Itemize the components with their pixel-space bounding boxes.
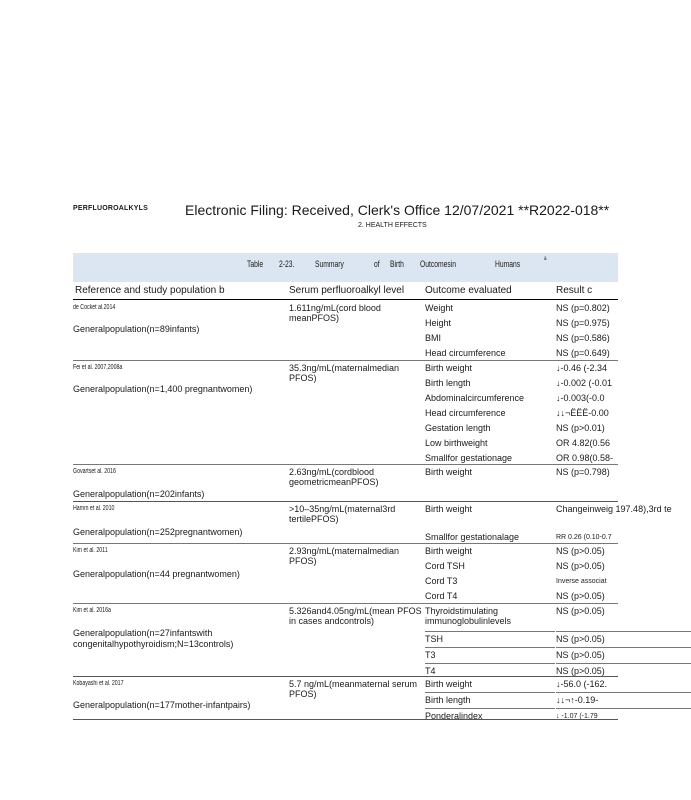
study-population: Generalpopulation(n=89infants) bbox=[73, 324, 200, 334]
table-title bbox=[73, 253, 618, 282]
chapter-label: PERFLUOROALKYLS bbox=[73, 205, 148, 212]
outcome-cell: Birth weight bbox=[425, 504, 473, 514]
serum-level: 5.7 ng/mL(meanmaternal serum PFOS) bbox=[289, 679, 418, 699]
outcome-cell: Smallfor gestationalage bbox=[425, 532, 520, 542]
result-cell: NS (p=0.802) bbox=[556, 303, 610, 313]
study-reference: Kim et al. 2011 bbox=[73, 547, 108, 554]
column-header-result: Result c bbox=[556, 285, 593, 296]
result-cell: Changeinweig 197.48),3rd te bbox=[556, 504, 672, 514]
result-cell: NS (p=0.975) bbox=[556, 318, 610, 328]
outcome-cell: BMI bbox=[425, 333, 442, 343]
outcome-cell: Birth weight bbox=[425, 467, 473, 477]
table-title-word: of bbox=[374, 259, 380, 269]
column-header-outcome: Outcome evaluated bbox=[425, 285, 512, 296]
result-cell: NS (p>0.05) bbox=[556, 546, 605, 556]
outcome-cell: Cord TSH bbox=[425, 561, 465, 571]
table-title-word: Summary bbox=[315, 259, 344, 269]
column-header-reference: Reference and study population b bbox=[75, 285, 225, 296]
outcome-cell: Smallfor gestationage bbox=[425, 453, 513, 463]
outcome-cell: Gestation length bbox=[425, 423, 491, 433]
outcome-cell: TSH bbox=[425, 631, 555, 647]
study-reference: de Cocket al.2014 bbox=[73, 304, 116, 311]
result-cell: NS (p>0.05) bbox=[556, 561, 605, 571]
study-row bbox=[73, 502, 672, 544]
result-cell: NS (p>0.05) bbox=[556, 663, 691, 679]
column-header-serum: Serum perfluoroalkyl level bbox=[289, 285, 405, 296]
serum-level: 2.63ng/mL(cordblood geometricmeanPFOS) bbox=[289, 467, 379, 487]
outcome-cell: Weight bbox=[425, 303, 453, 313]
serum-level: 5.326and4.05ng/mL(mean PFOS in cases andcontrols) bbox=[289, 606, 422, 626]
study-reference: Kim et al. 2016a bbox=[73, 607, 111, 614]
study-population: Generalpopulation(n=27infantswith congenitalhypothyroidism;N=13controls) bbox=[73, 628, 234, 649]
result-cell: ↓-0.003(-0.0 bbox=[556, 393, 605, 403]
study-row bbox=[73, 544, 618, 604]
result-cell: Inverse associat bbox=[556, 578, 607, 585]
result-cell: ↓-0.46 (-2.34 bbox=[556, 363, 608, 373]
outcome-cell: Cord T4 bbox=[425, 591, 458, 601]
study-row bbox=[73, 465, 618, 501]
outcome-cell: T3 bbox=[425, 647, 555, 663]
result-cell: NS (p>0.05) bbox=[556, 631, 691, 647]
study-row bbox=[73, 301, 618, 361]
study-population: Generalpopulation(n=44 pregnantwomen) bbox=[73, 569, 240, 579]
filing-stamp: Electronic Filing: Received, Clerk's Office 12/07/2021 **R2022-018** bbox=[185, 202, 610, 218]
result-cell: OR 4.82(0.56 bbox=[556, 438, 611, 448]
table-title-word: Humans bbox=[495, 259, 521, 269]
study-row bbox=[73, 677, 618, 722]
outcome-cell: Birth weight bbox=[425, 679, 473, 689]
outcome-cell: Head circumference bbox=[425, 408, 506, 418]
outcome-cell: Birth weight bbox=[425, 363, 473, 373]
outcome-cell: Birth length bbox=[425, 692, 555, 708]
table-bottom-rule bbox=[73, 719, 618, 720]
study-reference: Kobayashi et al. 2017 bbox=[73, 680, 124, 687]
study-reference: Fei et al. 2007,2008a bbox=[73, 364, 123, 371]
study-row bbox=[73, 604, 618, 676]
header-rule bbox=[73, 299, 618, 300]
study-population: Generalpopulation(n=177mother-infantpairs) bbox=[73, 700, 251, 710]
outcome-cell: Head circumference bbox=[425, 348, 506, 358]
result-cell: ↓↓¬↑-0.19- bbox=[556, 692, 691, 708]
outcome-cell: Thyroidstimulating immunoglobulinlevels bbox=[425, 606, 512, 626]
result-cell: NS (p=0.649) bbox=[556, 348, 610, 358]
result-cell: NS (p>0.01) bbox=[556, 423, 605, 433]
result-cell: ↓↓¬ЁЁЁ-0.00 bbox=[556, 408, 609, 418]
study-population: Generalpopulation(n=202infants) bbox=[73, 489, 205, 499]
serum-level: 1.611ng/mL(cord blood meanPFOS) bbox=[289, 303, 381, 323]
result-cell: ↓-56.0 (-162. bbox=[556, 679, 608, 689]
outcome-cell: Birth length bbox=[425, 378, 471, 388]
outcome-cell: Height bbox=[425, 318, 452, 328]
serum-level: 35.3ng/mL(maternalmedian PFOS) bbox=[289, 363, 400, 383]
outcome-cell: Low birthweight bbox=[425, 438, 488, 448]
table-title-word: 2-23. bbox=[279, 259, 295, 269]
result-cell: NS (p=0.586) bbox=[556, 333, 610, 343]
outcome-cell: Cord T3 bbox=[425, 576, 458, 586]
study-reference: Govartset al. 2016 bbox=[73, 468, 116, 475]
study-population: Generalpopulation(n=1,400 pregnantwomen) bbox=[73, 384, 253, 394]
table-title-word: Table bbox=[247, 259, 264, 269]
section-label: 2. HEALTH EFFECTS bbox=[358, 222, 427, 229]
serum-level: >10–35ng/mL(maternal3rd tertilePFOS) bbox=[289, 504, 396, 524]
result-cell: OR 0.98(0.58- bbox=[556, 453, 614, 463]
result-cell: RR 0.26 (0.10-0.7 bbox=[556, 534, 612, 541]
table-title-footnote: a bbox=[544, 256, 547, 262]
result-cell: NS (p>0.05) bbox=[556, 647, 691, 663]
result-cell: NS (p=0.798) bbox=[556, 467, 610, 477]
outcome-cell: Abdominalcircumference bbox=[425, 393, 525, 403]
result-cell: NS (p>0.05) bbox=[556, 606, 605, 616]
outcome-cell: T4 bbox=[425, 663, 555, 679]
table-title-word: Outcomesin bbox=[420, 259, 457, 269]
outcome-cell: Ponderalindex bbox=[425, 708, 555, 724]
serum-level: 2.93ng/mL(maternalmedian PFOS) bbox=[289, 546, 400, 566]
study-row bbox=[73, 361, 618, 465]
result-cell: NS (p>0.05) bbox=[556, 591, 605, 601]
study-population: Generalpopulation(n=252pregnantwomen) bbox=[73, 527, 243, 537]
result-cell: ↓-0.002 (-0.01 bbox=[556, 378, 613, 388]
study-reference: Hamm et al. 2010 bbox=[73, 505, 115, 512]
table-title-word: Birth bbox=[390, 259, 404, 269]
outcome-cell: Birth weight bbox=[425, 546, 473, 556]
result-cell: ↓ -1.07 (-1.79 bbox=[556, 708, 691, 724]
